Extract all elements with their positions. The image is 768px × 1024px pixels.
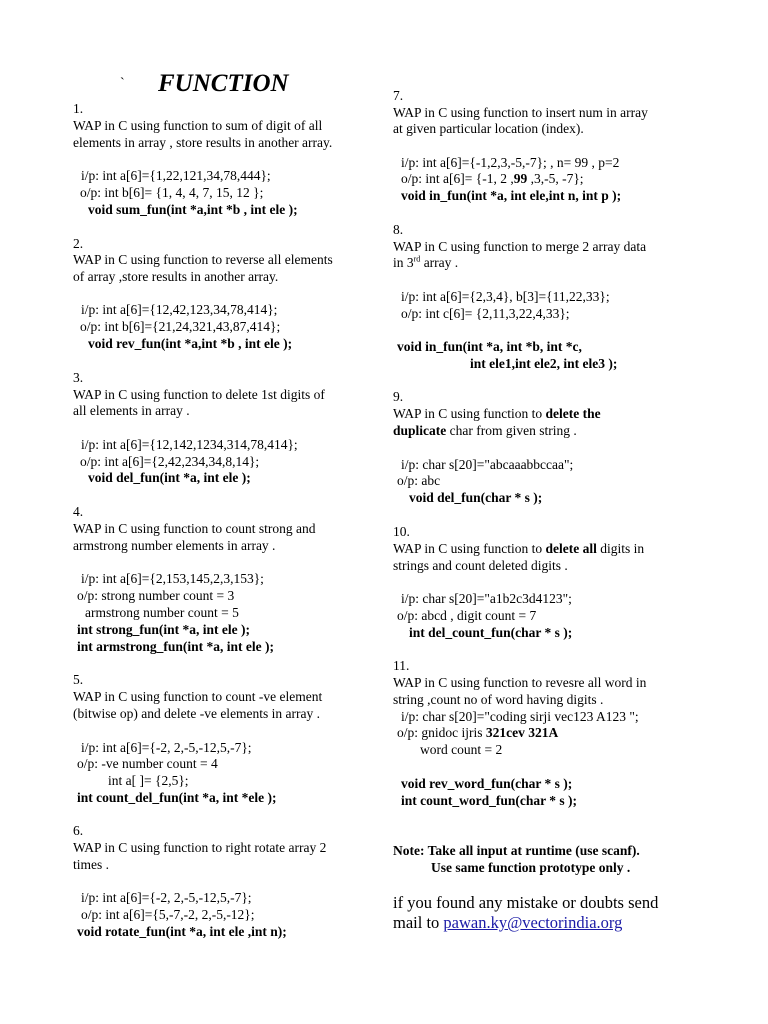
q9-output: o/p: abc [397, 473, 441, 488]
q5-prototype: int count_del_fun(int *a, int *ele ); [77, 790, 277, 805]
q10-number: 10. [393, 524, 410, 539]
page-title: FUNCTION [158, 70, 289, 97]
q10-desc-line2: strings and count deleted digits . [393, 558, 568, 573]
q10-desc-a: WAP in C using function to [393, 541, 546, 556]
q8-desc-line1: WAP in C using function to merge 2 array data [393, 239, 647, 254]
q5-input: i/p: int a[6]={-2, 2,-5,-12,5,-7}; [81, 740, 252, 755]
q8-desc-line2 [393, 254, 458, 271]
q4-input: i/p: int a[6]={2,153,145,2,3,153}; [81, 571, 264, 586]
q7-desc-line1: WAP in C using function to insert num in array [393, 105, 648, 120]
q10-desc-bold: delete all [545, 541, 597, 556]
q3-desc-line2: all elements in array . [73, 403, 190, 418]
q8-prototype-line2: int ele1,int ele2, int ele3 ); [470, 356, 618, 371]
q11-desc-line2: string ,count no of word having digits . [393, 692, 604, 707]
q3-number: 3. [73, 370, 84, 385]
q7-output-text-a: o/p: int a[6]= {-1, 2 , [401, 171, 514, 186]
q11-output-a: o/p: gnidoc ijris [397, 725, 486, 740]
q8-output: o/p: int c[6]= {2,11,3,22,4,33}; [401, 306, 570, 321]
q4-prototype-strong: int strong_fun(int *a, int ele ); [77, 622, 251, 637]
q9-desc-bold2: duplicate [393, 423, 447, 438]
q2-desc-line2: of array ,store results in another array. [73, 269, 279, 284]
q8-desc-a: in 3 [393, 255, 414, 270]
q11-output-bold: 321cev 321A [485, 725, 559, 740]
q10-input: i/p: char s[20]="a1b2c3d4123"; [401, 591, 572, 606]
q10-prototype: int del_count_fun(char * s ); [409, 625, 573, 640]
q1-input: i/p: int a[6]={1,22,121,34,78,444}; [81, 168, 271, 183]
q8-desc-sup: rd [413, 254, 421, 264]
q9-desc-line1 [393, 405, 601, 422]
q1-output: o/p: int b[6]= {1, 4, 4, 7, 15, 12 }; [80, 185, 264, 200]
q10-desc-line1 [393, 540, 644, 557]
q3-desc-line1: WAP in C using function to delete 1st digits of [73, 387, 325, 402]
q5-output-count: o/p: -ve number count = 4 [77, 756, 218, 771]
mail-line1: if you found any mistake or doubts send [393, 893, 659, 912]
q10-output: o/p: abcd , digit count = 7 [397, 608, 537, 623]
q7-prototype: void in_fun(int *a, int ele,int n, int p ); [401, 188, 622, 203]
q2-number: 2. [73, 236, 84, 251]
q3-input: i/p: int a[6]={12,142,1234,314,78,414}; [81, 437, 298, 452]
q6-desc-line1: WAP in C using function to right rotate array 2 [73, 840, 327, 855]
q9-desc-a: WAP in C using function to [393, 406, 546, 421]
q5-desc-line1: WAP in C using function to count -ve element [73, 689, 323, 704]
q11-prototype-rev: void rev_word_fun(char * s ); [401, 776, 573, 791]
q8-prototype-line1: void in_fun(int *a, int *b, int *c, [397, 339, 582, 354]
q11-input: i/p: char s[20]="coding sirji vec123 A123 "; [401, 709, 639, 724]
q7-number: 7. [393, 88, 404, 103]
q9-input: i/p: char s[20]="abcaaabbccaa"; [401, 457, 574, 472]
q1-number: 1. [73, 101, 84, 116]
q1-desc-line1: WAP in C using function to sum of digit of all [73, 118, 323, 133]
q9-desc-line2 [393, 422, 577, 439]
q1-prototype: void sum_fun(int *a,int *b , int ele ); [88, 202, 298, 217]
q9-prototype: void del_fun(char * s ); [409, 490, 543, 505]
q11-number: 11. [393, 658, 410, 673]
q7-input: i/p: int a[6]={-1,2,3,-5,-7}; , n= 99 , p=2 [401, 155, 620, 170]
q11-desc-line1: WAP in C using function to revesre all word in [393, 675, 647, 690]
q5-output-array: int a[ ]= {2,5}; [108, 773, 189, 788]
q4-output-armstrong: armstrong number count = 5 [85, 605, 239, 620]
note-line2: Use same function prototype only . [431, 860, 631, 875]
q11-prototype-count: int count_word_fun(char * s ); [401, 793, 578, 808]
q8-input: i/p: int a[6]={2,3,4}, b[3]={11,22,33}; [401, 289, 610, 304]
q3-prototype: void del_fun(int *a, int ele ); [88, 470, 251, 485]
q4-desc-line2: armstrong number elements in array . [73, 538, 276, 553]
q4-prototype-armstrong: int armstrong_fun(int *a, int ele ); [77, 639, 274, 654]
q1-desc-line2: elements in array , store results in another array. [73, 135, 333, 150]
q4-output-strong: o/p: strong number count = 3 [77, 588, 235, 603]
q2-prototype: void rev_fun(int *a,int *b , int ele ); [88, 336, 293, 351]
q7-output [401, 170, 584, 187]
q4-number: 4. [73, 504, 84, 519]
mail-prefix: mail to [393, 913, 444, 932]
q5-number: 5. [73, 672, 84, 687]
q6-output: o/p: int a[6]={5,-7,-2, 2,-5,-12}; [81, 907, 255, 922]
q9-desc-bold: delete the [545, 406, 601, 421]
tick-mark: ` [120, 76, 125, 91]
q2-output: o/p: int b[6]={21,24,321,43,87,414}; [80, 319, 281, 334]
q6-input: i/p: int a[6]={-2, 2,-5,-12,5,-7}; [81, 890, 252, 905]
note-line1: Note: Take all input at runtime (use scanf). [393, 843, 640, 858]
q4-desc-line1: WAP in C using function to count strong and [73, 521, 316, 536]
mail-line2 [393, 913, 622, 933]
q6-number: 6. [73, 823, 84, 838]
q8-desc-b: array . [420, 255, 459, 270]
q8-number: 8. [393, 222, 404, 237]
q3-output: o/p: int a[6]={2,42,234,34,8,14}; [80, 454, 260, 469]
q9-desc-b: char from given string . [446, 423, 577, 438]
q5-desc-line2: (bitwise op) and delete -ve elements in array . [73, 706, 321, 721]
q9-number: 9. [393, 389, 404, 404]
q2-desc-line1: WAP in C using function to reverse all elements [73, 252, 333, 267]
q7-desc-line2: at given particular location (index). [393, 121, 584, 136]
q6-desc-line2: times . [73, 857, 109, 872]
q11-word-count: word count = 2 [420, 742, 503, 757]
q2-input: i/p: int a[6]={12,42,123,34,78,414}; [81, 302, 278, 317]
q7-output-highlight: 99 [513, 171, 528, 186]
q6-prototype: void rotate_fun(int *a, int ele ,int n); [77, 924, 287, 939]
q7-output-text-c: ,3,-5, -7}; [527, 171, 584, 186]
email-link[interactable]: pawan.ky@vectorindia.org [443, 913, 623, 932]
q10-desc-c: digits in [596, 541, 645, 556]
q11-output [397, 724, 558, 741]
